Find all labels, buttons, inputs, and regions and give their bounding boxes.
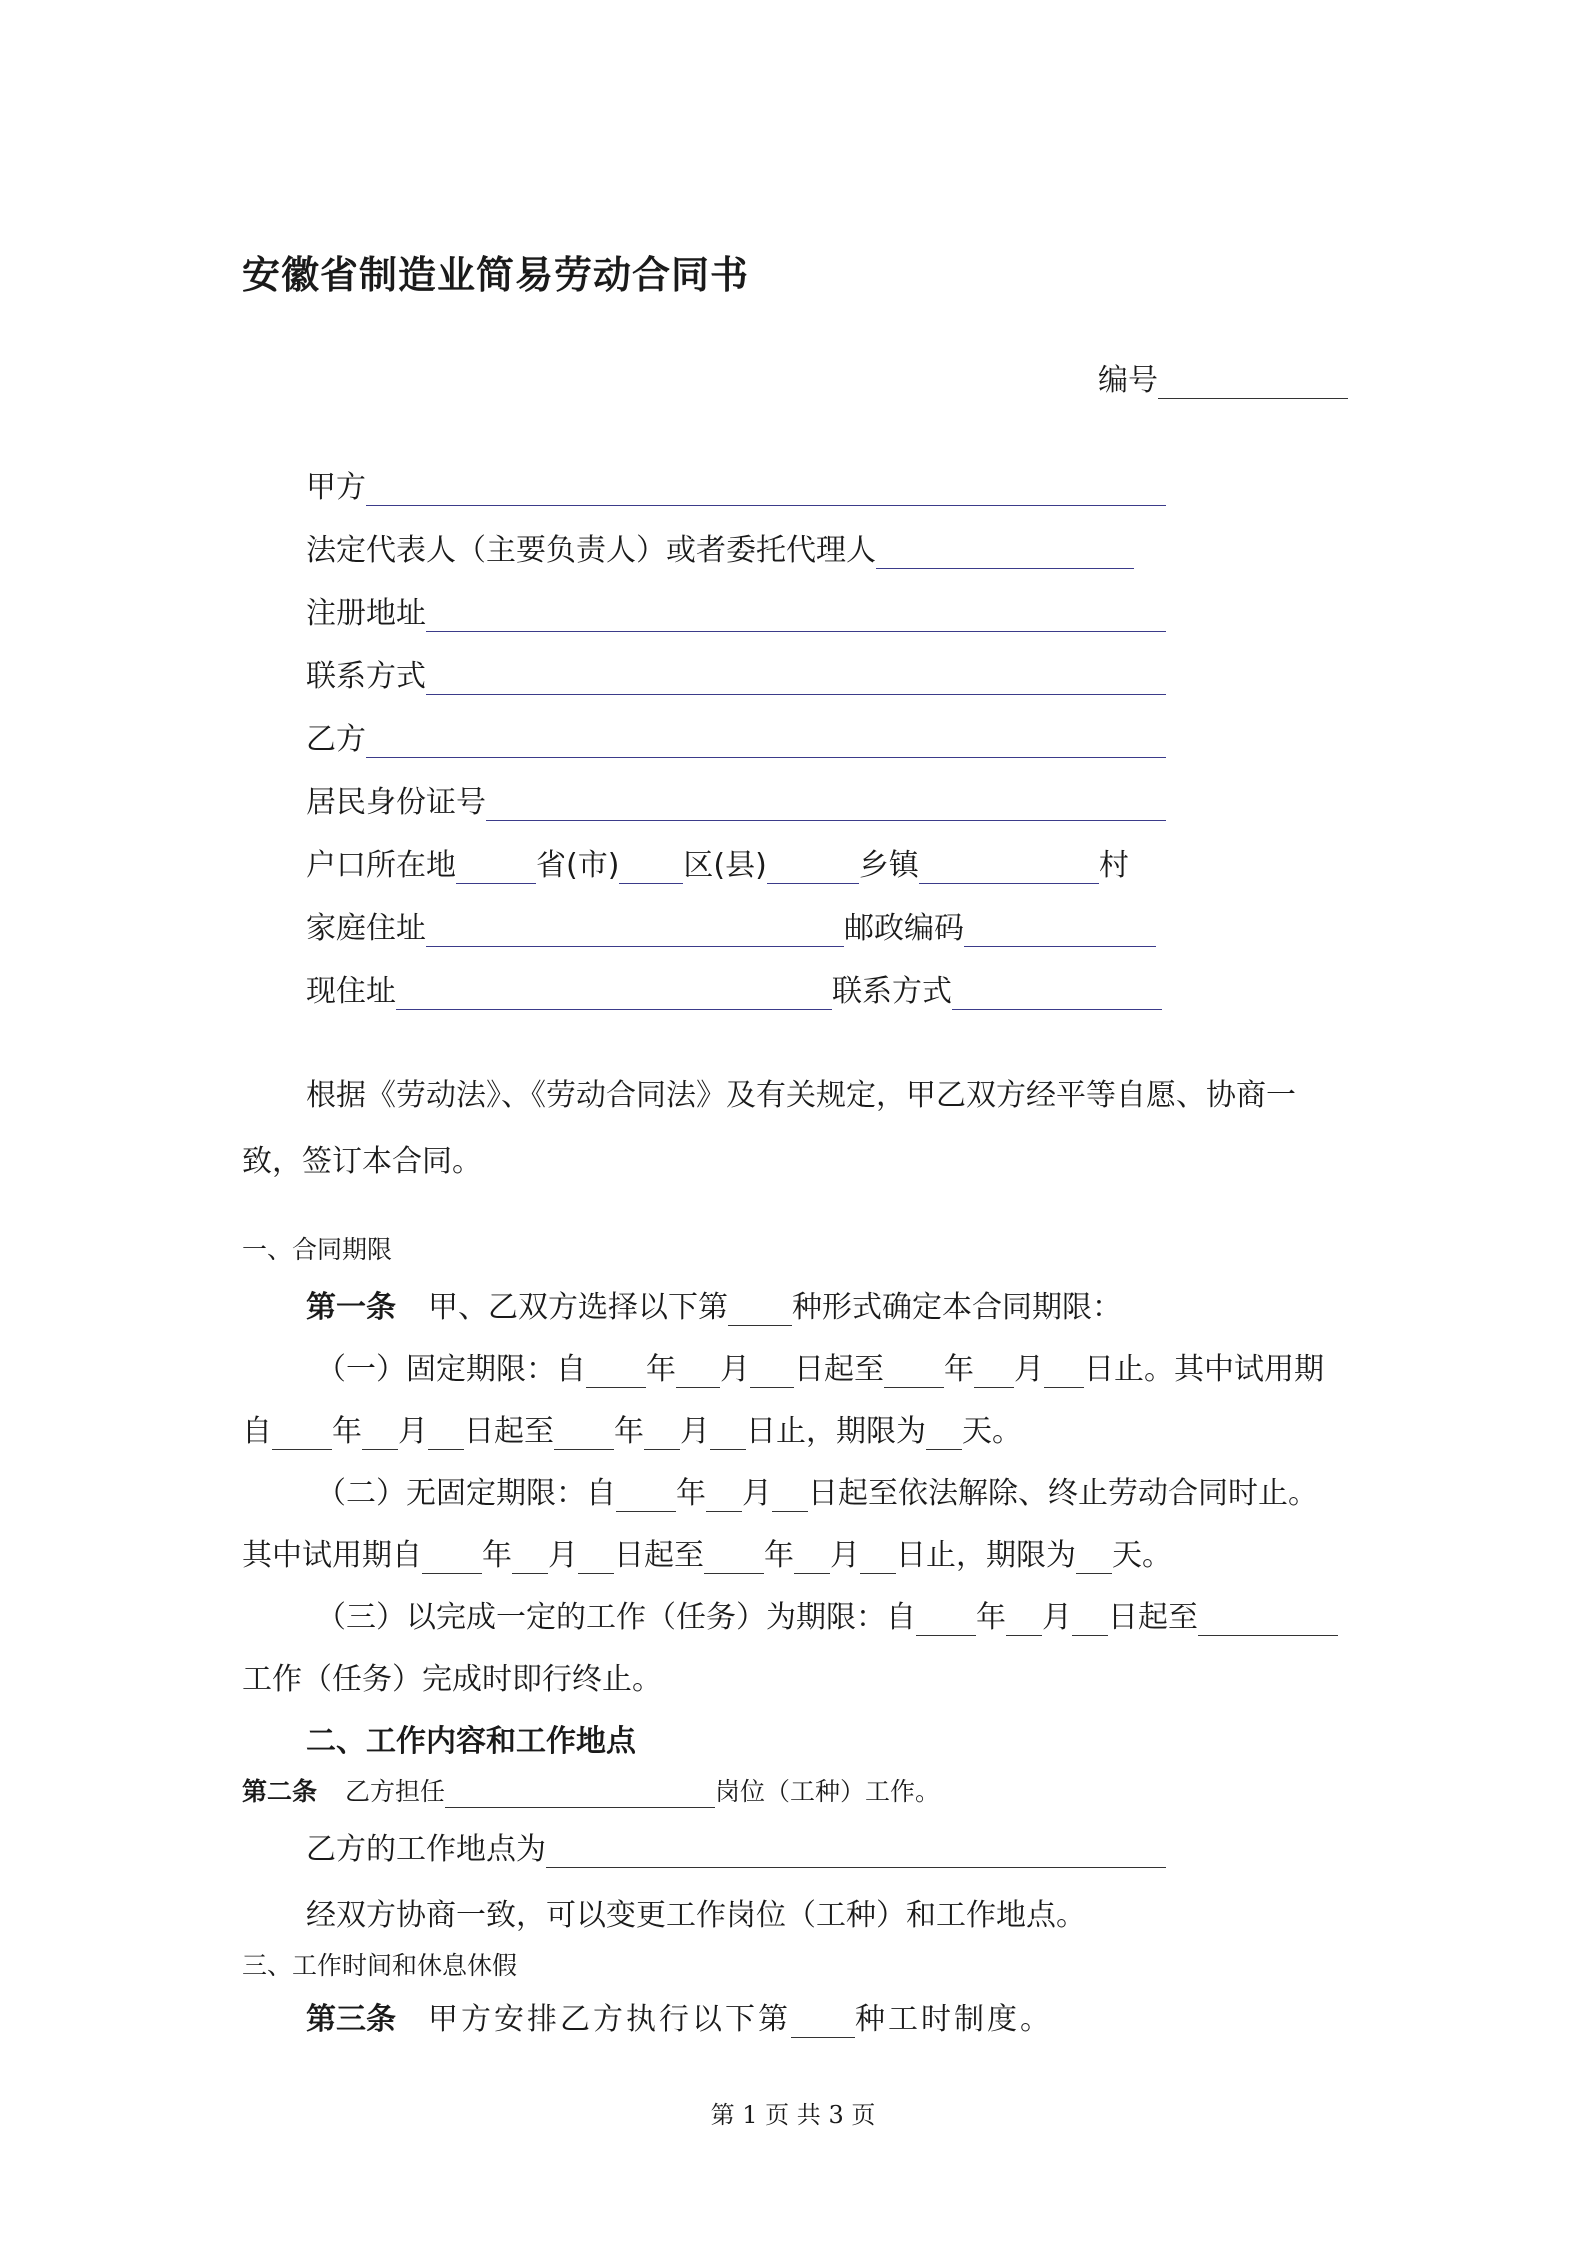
reg-address-row <box>306 588 1166 632</box>
probation-from-label: 其中试用期自 <box>242 1538 422 1573</box>
days-label: 天。 <box>1112 1538 1172 1573</box>
month-label: 月 <box>742 1476 772 1511</box>
party-a-field[interactable] <box>366 504 1166 506</box>
preamble-line-1: 根据《劳动法》、《劳动合同法》及有关规定，甲乙双方经平等自愿、协商一 <box>306 1078 1296 1113</box>
year-label: 年 <box>646 1352 676 1387</box>
day-from-label: 日起至 <box>1108 1600 1198 1635</box>
hukou-village-label: 村 <box>1098 848 1129 883</box>
article-3-text-a: 甲方安排乙方执行以下第 <box>428 2002 791 2037</box>
hukou-district-field[interactable] <box>619 882 683 884</box>
year-label: 年 <box>976 1600 1006 1635</box>
current-address-row <box>306 966 1162 1010</box>
day-from-label: 日起至 <box>614 1538 704 1573</box>
section-1-heading: 一、合同期限 <box>242 1235 393 1264</box>
party-b-row <box>306 714 1166 758</box>
open-probation-end-month-field[interactable] <box>794 1572 830 1574</box>
from-label: 自 <box>242 1414 272 1449</box>
month-label: 月 <box>1042 1600 1072 1635</box>
number-field[interactable] <box>1158 397 1348 399</box>
month-label: 月 <box>720 1352 750 1387</box>
hukou-district-label: 区(县) <box>683 848 767 883</box>
article-1-choice-field[interactable] <box>728 1324 792 1326</box>
work-location-row <box>306 1824 1166 1868</box>
period-label: 期限为 <box>986 1538 1076 1573</box>
task-start-day-field[interactable] <box>1072 1634 1108 1636</box>
year-label: 年 <box>676 1476 706 1511</box>
fixed-term-line-1 <box>316 1344 1324 1388</box>
open-term-suffix: 日起至依法解除、终止劳动合同时止。 <box>808 1476 1318 1511</box>
day-end-label: 日止， <box>746 1414 836 1449</box>
open-term-line-2 <box>242 1530 1172 1574</box>
contract-number <box>1098 355 1348 399</box>
open-term-line-1 <box>316 1468 1318 1512</box>
month-label: 月 <box>1014 1352 1044 1387</box>
article-1-text-a: 甲、乙双方选择以下第 <box>428 1290 728 1325</box>
section-2-heading: 二、工作内容和工作地点 <box>306 1724 636 1759</box>
contact-a-field[interactable] <box>426 693 1166 695</box>
article-3-text-b: 种工时制度。 <box>855 2002 1053 2037</box>
hukou-village-field[interactable] <box>919 882 1099 884</box>
fixed-end-month-field[interactable] <box>974 1386 1014 1388</box>
probation-end-day-field[interactable] <box>710 1448 746 1450</box>
task-term-line-2: 工作（任务）完成时即行终止。 <box>242 1662 662 1697</box>
postal-code-field[interactable] <box>964 945 1156 947</box>
party-a-row <box>306 462 1166 506</box>
year-label: 年 <box>482 1538 512 1573</box>
task-term-line-1 <box>316 1592 1338 1636</box>
article-2-text-a: 乙方担任 <box>345 1777 446 1806</box>
fixed-term-prefix: （一）固定期限：自 <box>316 1352 586 1387</box>
task-start-year-field[interactable] <box>916 1634 976 1636</box>
reg-address-field[interactable] <box>426 630 1166 632</box>
day-from-label: 日起至 <box>794 1352 884 1387</box>
contact-a-label: 联系方式 <box>306 659 426 694</box>
article-3-label: 第三条 <box>306 2002 396 2037</box>
hukou-town-label: 乡镇 <box>858 848 919 883</box>
legal-rep-field[interactable] <box>876 567 1134 569</box>
position-field[interactable] <box>445 1806 715 1808</box>
open-probation-end-year-field[interactable] <box>704 1572 764 1574</box>
number-label: 编号 <box>1098 363 1158 398</box>
article-2 <box>242 1772 940 1808</box>
day-from-label: 日起至 <box>464 1414 554 1449</box>
party-b-label: 乙方 <box>306 722 366 757</box>
open-start-month-field[interactable] <box>706 1510 742 1512</box>
fixed-end-year-field[interactable] <box>884 1386 944 1388</box>
document-title: 安徽省制造业简易劳动合同书 <box>242 253 750 297</box>
article-3 <box>306 1994 1053 2038</box>
article-1-label: 第一条 <box>306 1290 396 1325</box>
article-2-label: 第二条 <box>242 1777 318 1806</box>
work-hours-choice-field[interactable] <box>791 2036 855 2038</box>
home-address-row <box>306 903 1156 947</box>
open-start-day-field[interactable] <box>772 1510 808 1512</box>
task-end-field[interactable] <box>1198 1634 1338 1636</box>
reg-address-label: 注册地址 <box>306 596 426 631</box>
open-probation-end-day-field[interactable] <box>860 1572 896 1574</box>
open-start-year-field[interactable] <box>616 1510 676 1512</box>
id-number-field[interactable] <box>486 819 1166 821</box>
fixed-end-day-field[interactable] <box>1044 1386 1084 1388</box>
period-label: 期限为 <box>836 1414 926 1449</box>
probation-end-year-field[interactable] <box>554 1448 614 1450</box>
change-clause: 经双方协商一致，可以变更工作岗位（工种）和工作地点。 <box>306 1898 1086 1933</box>
year-label: 年 <box>764 1538 794 1573</box>
probation-start-day-field[interactable] <box>428 1448 464 1450</box>
contact-b-label: 联系方式 <box>832 974 952 1009</box>
article-2-text-b: 岗位（工种）工作。 <box>715 1777 941 1806</box>
open-probation-start-month-field[interactable] <box>512 1572 548 1574</box>
hukou-province-label: 省(市) <box>536 848 620 883</box>
month-label: 月 <box>830 1538 860 1573</box>
year-label: 年 <box>944 1352 974 1387</box>
month-label: 月 <box>548 1538 578 1573</box>
party-a-label: 甲方 <box>306 470 366 505</box>
work-location-label: 乙方的工作地点为 <box>306 1832 546 1867</box>
probation-start-month-field[interactable] <box>362 1448 398 1450</box>
probation-days-field[interactable] <box>926 1448 962 1450</box>
legal-rep-row <box>306 525 1134 569</box>
current-address-label: 现住址 <box>306 974 396 1009</box>
fixed-term-line-2 <box>242 1406 1022 1450</box>
probation-end-month-field[interactable] <box>644 1448 680 1450</box>
hukou-label: 户口所在地 <box>306 848 456 883</box>
id-number-label: 居民身份证号 <box>306 785 486 820</box>
day-end-label: 日止。 <box>1084 1352 1174 1387</box>
legal-rep-label: 法定代表人（主要负责人）或者委托代理人 <box>306 533 876 568</box>
work-location-field[interactable] <box>546 1866 1166 1868</box>
contact-a-row <box>306 651 1166 695</box>
open-term-prefix: （二）无固定期限：自 <box>316 1476 616 1511</box>
hukou-province-field[interactable] <box>456 882 536 884</box>
preamble-line-2: 致，签订本合同。 <box>242 1144 482 1179</box>
article-1 <box>306 1282 1122 1326</box>
contact-b-field[interactable] <box>952 1008 1162 1010</box>
id-number-row <box>306 777 1166 821</box>
article-1-text-b: 种形式确定本合同期限： <box>792 1290 1122 1325</box>
open-probation-days-field[interactable] <box>1076 1572 1112 1574</box>
days-label: 天。 <box>962 1414 1022 1449</box>
month-label: 月 <box>680 1414 710 1449</box>
home-address-field[interactable] <box>426 945 844 947</box>
hukou-row <box>306 840 1129 884</box>
home-address-label: 家庭住址 <box>306 911 426 946</box>
fixed-start-day-field[interactable] <box>750 1386 794 1388</box>
open-probation-start-year-field[interactable] <box>422 1572 482 1574</box>
year-label: 年 <box>614 1414 644 1449</box>
section-3-heading: 三、工作时间和休息休假 <box>242 1951 518 1980</box>
party-b-field[interactable] <box>366 756 1166 758</box>
day-end-label: 日止， <box>896 1538 986 1573</box>
month-label: 月 <box>398 1414 428 1449</box>
fixed-start-year-field[interactable] <box>586 1386 646 1388</box>
page-footer: 第 1 页 共 3 页 <box>710 2101 876 2129</box>
postal-code-label: 邮政编码 <box>844 911 964 946</box>
probation-label: 其中试用期 <box>1174 1352 1324 1387</box>
year-label: 年 <box>332 1414 362 1449</box>
open-probation-start-day-field[interactable] <box>578 1572 614 1574</box>
fixed-start-month-field[interactable] <box>676 1386 720 1388</box>
probation-start-year-field[interactable] <box>272 1448 332 1450</box>
task-start-month-field[interactable] <box>1006 1634 1042 1636</box>
current-address-field[interactable] <box>396 1008 832 1010</box>
task-term-prefix: （三）以完成一定的工作（任务）为期限：自 <box>316 1600 916 1635</box>
hukou-town-field[interactable] <box>767 882 859 884</box>
